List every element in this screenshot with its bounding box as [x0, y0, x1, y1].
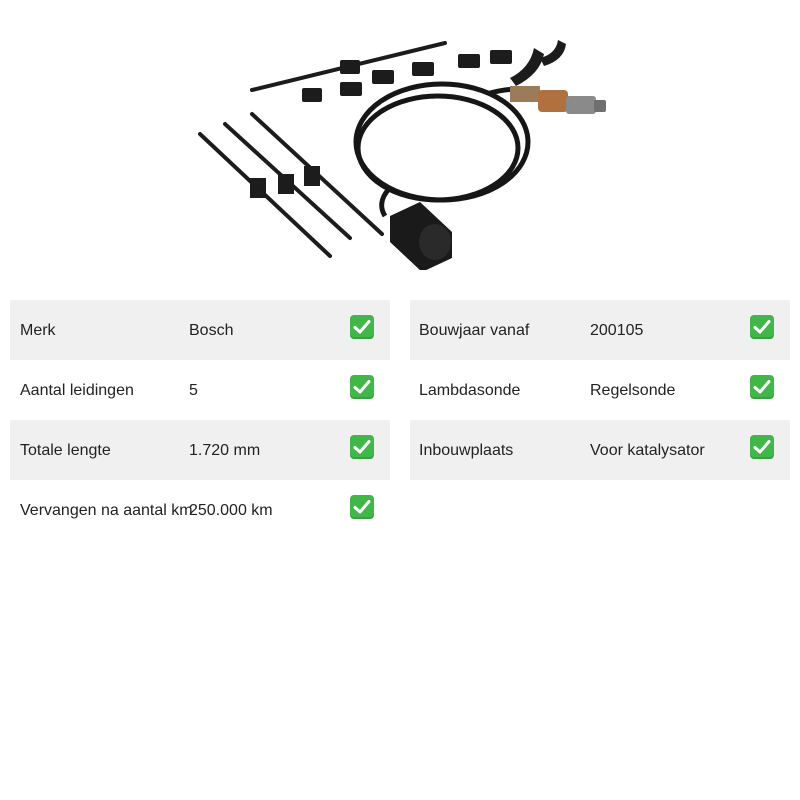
spec-table-right	[410, 300, 790, 480]
check-icon	[350, 435, 374, 459]
spec-label: Aantal leidingen	[20, 382, 134, 399]
spec-row	[10, 480, 390, 540]
spec-row	[410, 420, 790, 480]
spec-label: Bouwjaar vanaf	[419, 322, 530, 339]
spec-row	[10, 300, 390, 360]
spec-row	[10, 420, 390, 480]
spec-value: 250.000 km	[189, 502, 273, 519]
connector-plug	[390, 202, 452, 270]
spec-label: Lambdasonde	[419, 382, 521, 399]
spec-table-left	[10, 300, 390, 540]
spec-value: Voor katalysator	[590, 442, 705, 459]
spec-value: 5	[189, 382, 198, 399]
spec-value: Regelsonde	[590, 382, 676, 399]
spec-value: 200105	[590, 322, 644, 339]
spec-row	[410, 300, 790, 360]
product-image	[190, 38, 610, 270]
check-icon	[350, 375, 374, 399]
check-icon	[750, 375, 774, 399]
spec-row	[10, 360, 390, 420]
check-icon	[350, 315, 374, 339]
check-icon	[750, 435, 774, 459]
spec-value: 1.720 mm	[189, 442, 261, 459]
spec-label: Inbouwplaats	[419, 442, 514, 459]
check-icon	[350, 495, 374, 519]
spec-label: Totale lengte	[20, 442, 111, 459]
spec-label: Vervangen na aantal km	[20, 502, 193, 519]
check-icon	[750, 315, 774, 339]
spec-row	[410, 360, 790, 420]
spec-value: Bosch	[189, 322, 234, 339]
spec-label: Merk	[20, 322, 56, 339]
sensor-cable	[356, 84, 528, 216]
sensor-probe	[510, 86, 606, 114]
